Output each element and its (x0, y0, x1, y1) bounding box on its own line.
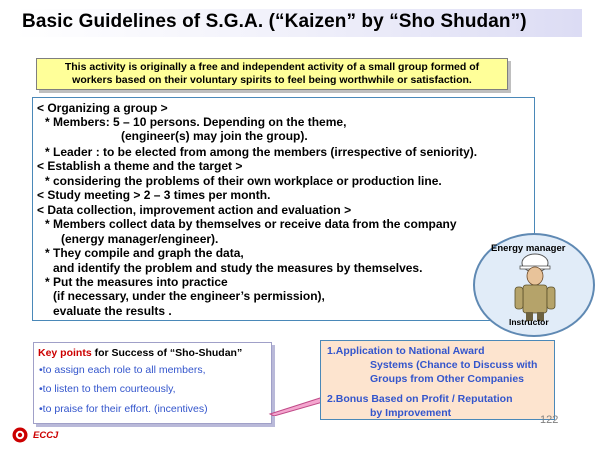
connector-arrow-icon (268, 394, 328, 416)
intro-line-1: This activity is originally a free and independent activity of a small group formed of (64, 61, 480, 73)
guideline-line: * considering the problems of their own workplace or production line. (45, 174, 442, 188)
guideline-line: * Leader : to be elected from among the members (irrespective of seniority). (45, 145, 478, 159)
worker-hardhat-icon (505, 250, 565, 322)
page-number: 122 (540, 414, 559, 426)
key-points-subheading: for Success of “Sho-Shudan” (91, 347, 243, 359)
guideline-line: < Data collection, improvement action and evaluation > (37, 203, 352, 217)
key-point-item: •to assign each role to all members, (39, 364, 206, 376)
benefit-1-line-3: Groups from Other Companies (370, 373, 525, 385)
page-title: Basic Guidelines of S.G.A. (“Kaizen” by “Sho Shudan”) (22, 11, 527, 32)
guideline-line: < Study meeting > 2 – 3 times per month. (37, 188, 271, 202)
org-name: ECCJ (33, 430, 59, 441)
guideline-line: * Members collect data by themselves or receive data from the company (45, 217, 457, 231)
eccj-logo-icon (12, 427, 28, 443)
benefit-2-line-2: by Improvement (370, 407, 452, 419)
key-points-heading: Key points (38, 347, 92, 359)
key-points-box (33, 342, 272, 424)
benefit-1-line-1: 1.Application to National Award (327, 345, 485, 357)
key-point-item: •to praise for their effort. (incentives) (39, 403, 208, 415)
guideline-line: (if necessary, under the engineer’s permission), (53, 289, 325, 303)
key-points-title (38, 347, 242, 359)
guideline-line: < Establish a theme and the target > (37, 159, 243, 173)
intro-box (36, 58, 508, 90)
intro-line-2: workers based on their voluntary spirits to feel being worthwhile or satisfaction. (72, 74, 472, 86)
guideline-line: * Put the measures into practice (45, 275, 228, 289)
guideline-line: and identify the problem and study the measures by themselves. (53, 261, 423, 275)
guideline-line: * They compile and graph the data, (45, 246, 244, 260)
guideline-line: (energy manager/engineer). (61, 232, 219, 246)
guideline-line: * Members: 5 – 10 persons. Depending on the theme, (45, 115, 347, 129)
benefits-box (320, 340, 555, 420)
benefit-2-line-1: 2.Bonus Based on Profit / Reputation (327, 393, 513, 405)
instructor-label: Instructor (509, 317, 549, 327)
guideline-line: < Organizing a group > (37, 101, 168, 115)
key-point-item: •to listen to them courteously, (39, 383, 176, 395)
guideline-line: (engineer(s) may join the group). (121, 129, 308, 143)
energy-manager-label: Energy manager (491, 243, 566, 254)
benefit-1-line-2: Systems (Chance to Discuss with (370, 359, 538, 371)
guideline-line: evaluate the results . (53, 304, 172, 318)
guidelines-box (32, 97, 535, 321)
